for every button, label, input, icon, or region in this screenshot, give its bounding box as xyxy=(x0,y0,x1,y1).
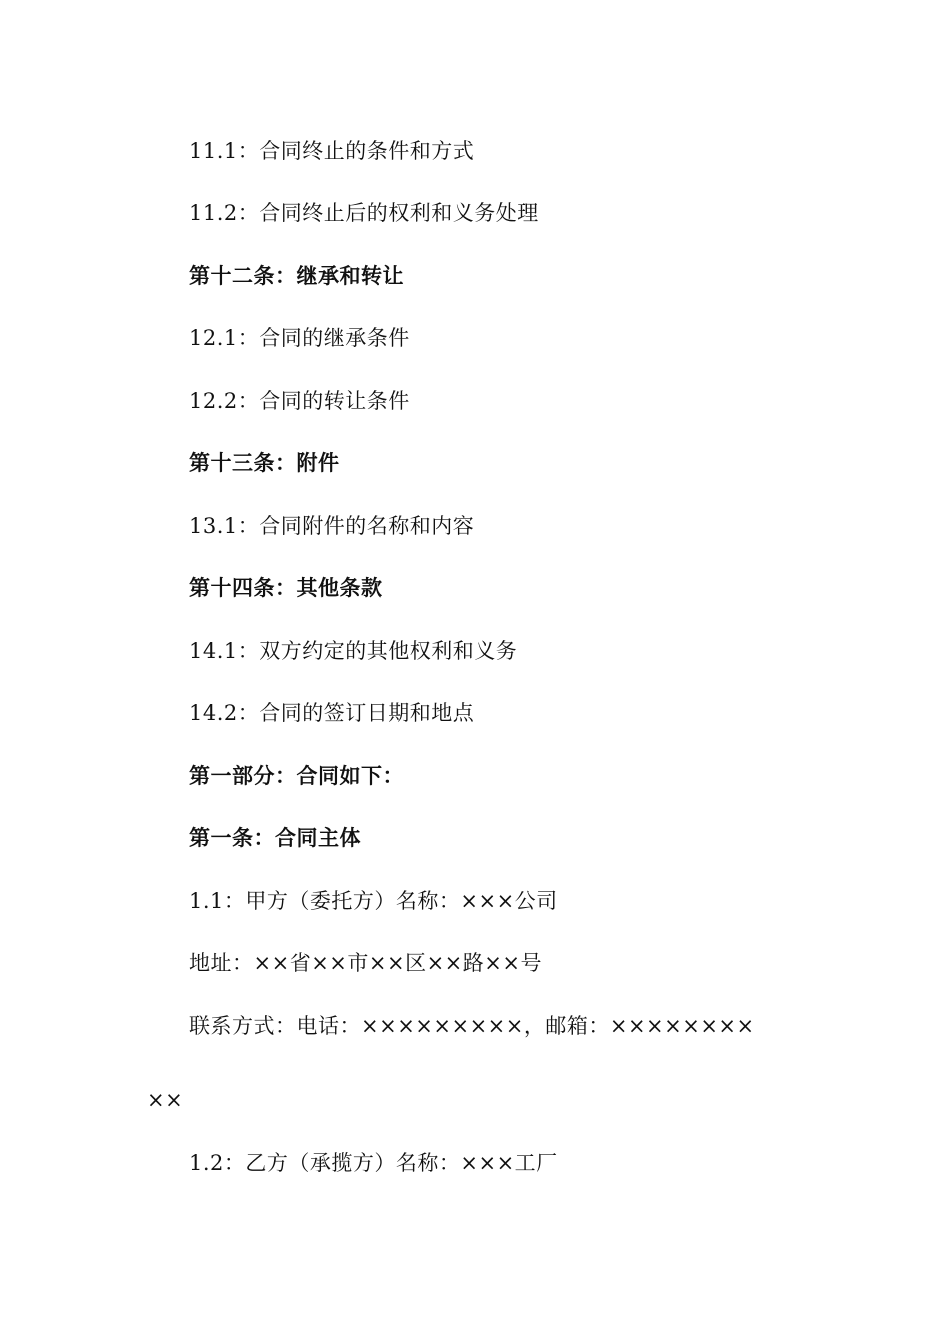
clause-12-2: 12.2：合同的转让条件 xyxy=(189,389,410,413)
clause-13-1: 13.1：合同附件的名称和内容 xyxy=(189,514,475,538)
clause-11-2: 11.2：合同终止后的权利和义务处理 xyxy=(189,201,539,225)
clause-1-2-party-b-name: 1.2：乙方（承揽方）名称：×××工厂 xyxy=(189,1151,558,1175)
clause-14-2: 14.2：合同的签订日期和地点 xyxy=(189,701,475,725)
article-13-heading: 第十三条：附件 xyxy=(189,451,340,475)
party-a-contact-continuation: ×× xyxy=(147,1088,184,1112)
article-1-heading: 第一条：合同主体 xyxy=(189,826,361,850)
clause-1-1-party-a-name: 1.1：甲方（委托方）名称：×××公司 xyxy=(189,889,558,913)
part-one-heading: 第一部分：合同如下： xyxy=(189,764,404,788)
clause-14-1: 14.1：双方约定的其他权利和义务 xyxy=(189,639,518,663)
clause-12-1: 12.1：合同的继承条件 xyxy=(189,326,410,350)
article-14-heading: 第十四条：其他条款 xyxy=(189,576,383,600)
party-a-contact: 联系方式：电话：×××××××××，邮箱：×××××××× xyxy=(189,1014,755,1038)
party-a-address: 地址：××省××市××区××路××号 xyxy=(189,951,542,975)
article-12-heading: 第十二条：继承和转让 xyxy=(189,264,404,288)
clause-11-1: 11.1：合同终止的条件和方式 xyxy=(189,139,475,163)
